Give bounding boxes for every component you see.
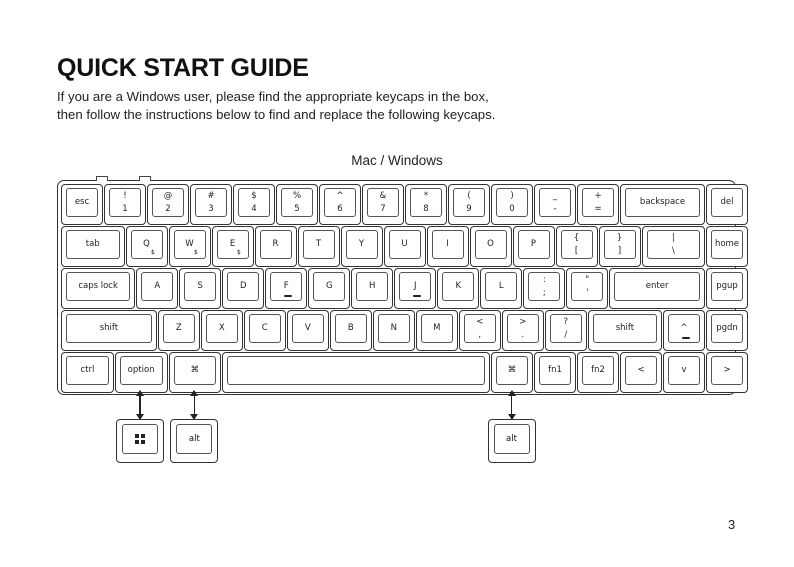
keycap-legend <box>582 188 614 217</box>
keycap-legend <box>109 188 141 217</box>
keycap-legend <box>217 230 249 259</box>
key-label: | <box>671 232 675 243</box>
key-label: W <box>185 239 194 249</box>
keycap-legend <box>260 230 292 259</box>
homing-bump-icon <box>682 337 690 339</box>
keycap-legend <box>174 356 217 385</box>
key-label: > <box>723 365 731 375</box>
key-minus <box>534 184 576 225</box>
key-label: backspace <box>639 197 686 207</box>
keycap-legend <box>313 272 345 301</box>
keycap-legend <box>539 356 571 385</box>
key-a <box>136 268 178 309</box>
key-label: < <box>476 316 484 327</box>
key-fn1 <box>534 352 576 393</box>
key-label: 0 <box>509 203 515 214</box>
key-label: _ <box>552 190 558 201</box>
key-label: S <box>197 281 203 291</box>
key-label: pgup <box>716 281 738 291</box>
keycap-legend <box>507 314 539 343</box>
keycap-legend <box>625 188 700 217</box>
keycap-legend <box>195 188 227 217</box>
key-8 <box>405 184 447 225</box>
key-label: A <box>154 281 161 291</box>
keycap-legend <box>604 230 636 259</box>
keycap-legend <box>647 230 701 259</box>
keycap-legend <box>518 230 550 259</box>
keycap-legend <box>238 188 270 217</box>
key-3 <box>190 184 232 225</box>
key-label: & <box>379 190 387 201</box>
key-label: N <box>390 323 397 333</box>
keycap-legend <box>528 272 560 301</box>
key-pgup <box>706 268 748 309</box>
key-label: M <box>433 323 441 333</box>
key-7 <box>362 184 404 225</box>
key-label: 2 <box>165 203 171 214</box>
key-label: shift <box>99 323 119 333</box>
key-left-bracket <box>556 226 598 267</box>
key-fn2 <box>577 352 619 393</box>
key-label: I <box>446 239 449 249</box>
key-quote <box>566 268 608 309</box>
keycap-legend <box>496 356 528 385</box>
keycap-legend <box>442 272 474 301</box>
key-label: 7 <box>380 203 386 214</box>
keyboard-diagram <box>57 180 740 395</box>
page-number: 3 <box>728 517 736 532</box>
key-4 <box>233 184 275 225</box>
key-label: [ <box>574 245 579 256</box>
key-label: B <box>347 323 354 333</box>
key-label: ! <box>123 190 127 201</box>
key-label: , <box>478 329 482 340</box>
key-label: > <box>519 316 527 327</box>
key-l <box>480 268 522 309</box>
alt-key-left <box>170 419 218 463</box>
key-q <box>126 226 168 267</box>
key-0 <box>491 184 533 225</box>
key-label: G <box>325 281 333 291</box>
key-j <box>394 268 436 309</box>
keycap-legend <box>475 230 507 259</box>
key-label: ( <box>467 190 471 201</box>
key-label: $ <box>251 190 257 201</box>
key-label: pgdn <box>716 323 738 333</box>
key-label: E <box>229 239 236 249</box>
key-tab <box>61 226 125 267</box>
key-label: caps lock <box>78 281 118 291</box>
key-label: D <box>239 281 247 291</box>
key-2 <box>147 184 189 225</box>
key-option <box>115 352 168 393</box>
key-6 <box>319 184 361 225</box>
key-label: V <box>304 323 311 333</box>
key-e <box>212 226 254 267</box>
key-slash <box>545 310 587 351</box>
key-p <box>513 226 555 267</box>
key-label: % <box>292 190 302 201</box>
key-right-shift <box>588 310 662 351</box>
key-label: fn1 <box>548 365 562 375</box>
key-c <box>244 310 286 351</box>
intro-text <box>57 88 577 124</box>
key-label: ' <box>586 287 589 298</box>
key-label: v <box>681 365 687 375</box>
keycap-legend <box>122 424 158 454</box>
key-label: 5 <box>294 203 300 214</box>
key-left-shift <box>61 310 157 351</box>
keycap-legend <box>571 272 603 301</box>
key-z <box>158 310 200 351</box>
key-label: alt <box>506 434 517 444</box>
key-label: P <box>530 239 537 249</box>
key-label: alt <box>188 434 200 444</box>
keycap-legend <box>335 314 367 343</box>
key-ctrl <box>61 352 114 393</box>
key-label: ⌘ <box>507 365 517 375</box>
key-label: 4 <box>251 203 257 214</box>
key-label: \ <box>671 245 675 256</box>
key-v <box>287 310 329 351</box>
key-label: 6 <box>337 203 343 214</box>
key-label: # <box>207 190 215 201</box>
key-label: @ <box>163 190 173 201</box>
keycap-legend <box>593 314 657 343</box>
key-backslash <box>642 226 706 267</box>
key-enter <box>609 268 705 309</box>
key-label: ^ <box>336 190 344 201</box>
key-down-arrow <box>663 352 705 393</box>
keycap-legend <box>66 356 109 385</box>
key-label: Z <box>175 323 182 333</box>
key-label: X <box>218 323 225 333</box>
keyboard-notch <box>96 176 108 181</box>
key-t <box>298 226 340 267</box>
key-label: - <box>553 203 557 214</box>
key-label: / <box>564 329 568 340</box>
key-sublegend: $ <box>194 249 198 256</box>
key-sublegend: $ <box>151 249 155 256</box>
keycap-legend <box>711 314 743 343</box>
key-right-command <box>491 352 533 393</box>
keycap-legend <box>711 188 743 217</box>
keycap-legend <box>464 314 496 343</box>
keycap-legend <box>453 188 485 217</box>
key-label: L <box>498 281 504 291</box>
key-f <box>265 268 307 309</box>
keycap-legend <box>174 230 206 259</box>
key-w <box>169 226 211 267</box>
keycap-legend <box>561 230 593 259</box>
key-right-bracket <box>599 226 641 267</box>
key-label: enter <box>645 281 669 291</box>
keycap-legend <box>184 272 216 301</box>
keycap-legend <box>324 188 356 217</box>
key-label: ; <box>542 287 546 298</box>
key-m <box>416 310 458 351</box>
key-left-arrow <box>620 352 662 393</box>
keycap-legend <box>614 272 700 301</box>
keycap-legend <box>432 230 464 259</box>
keycap-legend <box>141 272 173 301</box>
keycap-legend <box>163 314 195 343</box>
key-label: H <box>369 281 376 291</box>
intro-line-2: then follow the instructions below to find and replace the following keycaps. <box>57 107 496 122</box>
key-esc <box>61 184 103 225</box>
replace-arrow <box>511 391 512 419</box>
key-backspace <box>620 184 705 225</box>
key-o <box>470 226 512 267</box>
key-period <box>502 310 544 351</box>
homing-bump-icon <box>284 295 292 297</box>
key-label: F <box>283 281 289 291</box>
key-comma <box>459 310 501 351</box>
key-label: C <box>261 323 268 333</box>
key-label: { <box>573 232 580 243</box>
key-label: Y <box>358 239 365 249</box>
key-1 <box>104 184 146 225</box>
key-label: ) <box>510 190 514 201</box>
keycap-legend <box>496 188 528 217</box>
windows-key <box>116 419 164 463</box>
key-b <box>330 310 372 351</box>
key-space <box>222 352 490 393</box>
keycap-legend <box>227 272 259 301</box>
key-label: 1 <box>122 203 128 214</box>
keycap-legend <box>281 188 313 217</box>
key-label: U <box>401 239 408 249</box>
key-semicolon <box>523 268 565 309</box>
keycap-legend <box>66 188 98 217</box>
key-left-command <box>169 352 222 393</box>
key-label: } <box>616 232 623 243</box>
key-del <box>706 184 748 225</box>
keycap-legend <box>367 188 399 217</box>
keycap-legend <box>206 314 238 343</box>
key-5 <box>276 184 318 225</box>
key-label: home <box>714 239 740 249</box>
keycap-legend <box>485 272 517 301</box>
keyboard-notch <box>139 176 151 181</box>
key-label: Q <box>143 239 150 249</box>
page-title: QUICK START GUIDE <box>57 54 309 82</box>
key-home <box>706 226 748 267</box>
homing-bump-icon <box>413 295 421 297</box>
keycap-legend <box>539 188 571 217</box>
keycap-legend <box>582 356 614 385</box>
layout-label: Mac / Windows <box>351 153 443 168</box>
key-label: K <box>455 281 462 291</box>
intro-line-1: If you are a Windows user, please find the appropriate keycaps in the box, <box>57 89 489 104</box>
key-label: : <box>542 274 546 285</box>
key-h <box>351 268 393 309</box>
key-n <box>373 310 415 351</box>
key-equal <box>577 184 619 225</box>
key-label: ] <box>617 245 622 256</box>
key-label: 3 <box>208 203 214 214</box>
key-g <box>308 268 350 309</box>
keycap-legend <box>711 356 743 385</box>
key-label: J <box>413 281 417 291</box>
keycap-legend <box>550 314 582 343</box>
keycap-legend <box>625 356 657 385</box>
key-label: O <box>487 239 494 249</box>
windows-logo-icon <box>135 434 144 443</box>
key-k <box>437 268 479 309</box>
keycap-legend <box>378 314 410 343</box>
key-r <box>255 226 297 267</box>
key-label: 9 <box>466 203 472 214</box>
key-label: < <box>637 365 645 375</box>
keycap-legend <box>668 356 700 385</box>
replace-arrow <box>139 391 140 419</box>
keycap-legend <box>303 230 335 259</box>
key-label: shift <box>615 323 635 333</box>
key-pgdn <box>706 310 748 351</box>
key-right-arrow <box>706 352 748 393</box>
keycap-legend <box>421 314 453 343</box>
keycap-legend <box>410 188 442 217</box>
keycap-legend <box>131 230 163 259</box>
key-label: ? <box>563 316 568 327</box>
keycap-legend <box>389 230 421 259</box>
key-up-arrow <box>663 310 705 351</box>
keycap-legend <box>494 424 530 454</box>
key-x <box>201 310 243 351</box>
replace-arrow <box>194 391 195 419</box>
key-label: tab <box>85 239 100 249</box>
key-label: ^ <box>680 323 688 333</box>
key-label: = <box>594 203 602 214</box>
keycap-legend <box>356 272 388 301</box>
keycap-legend <box>66 230 120 259</box>
key-label: * <box>423 190 429 201</box>
keycap-legend <box>66 272 130 301</box>
key-label: fn2 <box>591 365 605 375</box>
key-label: ctrl <box>80 365 95 375</box>
key-u <box>384 226 426 267</box>
key-label: " <box>585 274 590 285</box>
key-9 <box>448 184 490 225</box>
key-i <box>427 226 469 267</box>
key-label: ⌘ <box>190 365 200 375</box>
alt-key-right <box>488 419 536 463</box>
keycap-legend <box>120 356 163 385</box>
key-y <box>341 226 383 267</box>
key-label: R <box>272 239 279 249</box>
key-sublegend: $ <box>237 249 241 256</box>
key-label: option <box>127 365 155 375</box>
keycap-legend <box>152 188 184 217</box>
keycap-legend <box>346 230 378 259</box>
key-label: 8 <box>423 203 429 214</box>
key-label: + <box>594 190 602 201</box>
key-label: T <box>315 239 322 249</box>
keycap-legend <box>711 230 743 259</box>
key-s <box>179 268 221 309</box>
keycap-legend <box>66 314 152 343</box>
keycap-legend <box>292 314 324 343</box>
key-caps-lock <box>61 268 135 309</box>
keycap-legend <box>249 314 281 343</box>
keycap-legend <box>711 272 743 301</box>
key-d <box>222 268 264 309</box>
keycap-legend <box>227 356 485 385</box>
keycap-legend <box>176 424 212 454</box>
key-label: . <box>521 329 525 340</box>
key-label: del <box>720 197 734 207</box>
key-label: esc <box>74 197 90 207</box>
